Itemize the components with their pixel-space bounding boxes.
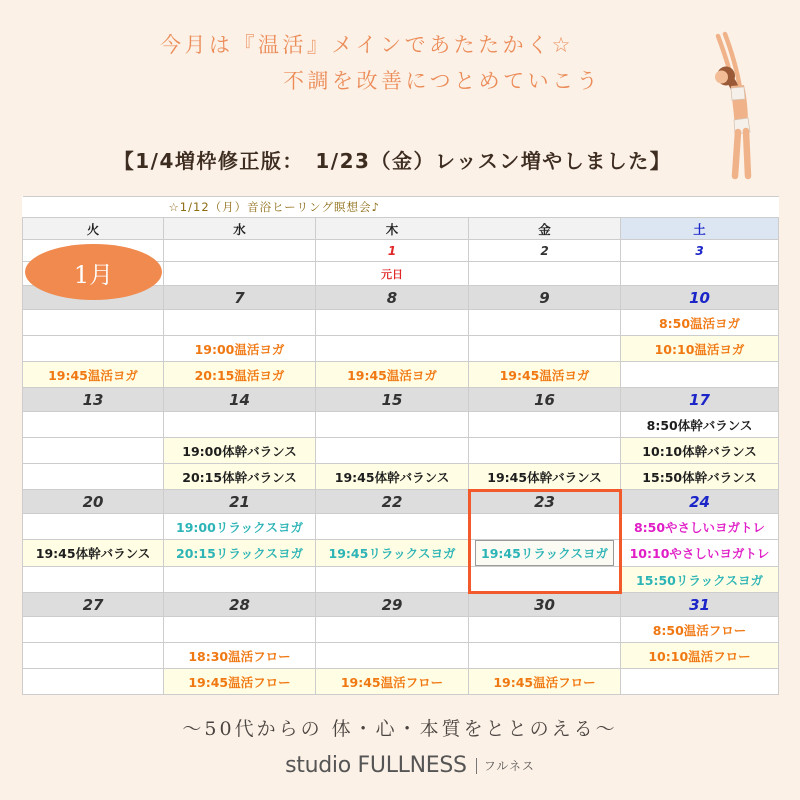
lesson-label: 19:45リラックスヨガ (475, 540, 614, 566)
empty-cell (164, 262, 316, 286)
empty-cell (316, 617, 469, 643)
date-cell: 10 (621, 286, 779, 310)
lesson-row (23, 412, 779, 438)
lesson-row (23, 336, 779, 362)
empty-cell (23, 643, 164, 669)
date-cell: 14 (164, 388, 316, 412)
lesson-label: 19:45温活ヨガ (347, 367, 437, 383)
lesson-label: 20:15リラックスヨガ (176, 546, 303, 561)
lesson-label: 19:45温活フロー (188, 674, 291, 690)
date-cell: 27 (23, 593, 164, 617)
empty-cell (469, 336, 621, 362)
lesson-cell (469, 540, 621, 567)
date-cell: 3 (621, 240, 779, 262)
empty-cell (23, 617, 164, 643)
lesson-cell (621, 438, 779, 464)
weekday-tue: 火 (23, 218, 164, 240)
empty-cell (164, 310, 316, 336)
date-cell: 22 (316, 490, 469, 514)
lesson-cell (621, 540, 779, 567)
lesson-cell (164, 514, 316, 540)
lesson-cell (23, 362, 164, 388)
lesson-cell (316, 464, 469, 490)
date-row (23, 388, 779, 412)
lesson-cell (469, 464, 621, 490)
lesson-cell (164, 540, 316, 567)
empty-cell (23, 336, 164, 362)
date-cell: 1 (316, 240, 469, 262)
lesson-label: 8:50温活フロー (652, 622, 747, 638)
empty-cell (316, 412, 469, 438)
empty-cell (316, 336, 469, 362)
lesson-label: 19:00温活ヨガ (194, 341, 285, 357)
lesson-cell (164, 464, 316, 490)
lesson-row (23, 669, 779, 695)
brand-separator (476, 758, 477, 774)
lesson-label: 19:45温活フロー (493, 674, 596, 690)
date-cell: 29 (316, 593, 469, 617)
calendar-header (23, 197, 779, 240)
weekday-wed: 水 (164, 218, 316, 240)
empty-cell (316, 438, 469, 464)
date-cell: 30 (469, 593, 621, 617)
lesson-label: 20:15温活ヨガ (194, 367, 285, 383)
date-cell: 15 (316, 388, 469, 412)
brand-kana: フルネス (483, 759, 535, 773)
date-cell: 21 (164, 490, 316, 514)
lesson-label: 8:50温活ヨガ (658, 315, 741, 331)
date-cell: 8 (316, 286, 469, 310)
lesson-label: 10:10温活フロー (648, 648, 751, 664)
empty-cell (621, 669, 779, 695)
face (715, 71, 728, 84)
lesson-row (23, 514, 779, 540)
date-cell: 2 (469, 240, 621, 262)
empty-cell (469, 514, 621, 540)
lesson-label: 8:50体幹バランス (646, 417, 753, 433)
lesson-cell (469, 669, 621, 695)
lesson-cell (23, 540, 164, 567)
lesson-cell (621, 514, 779, 540)
date-cell: 9 (469, 286, 621, 310)
date-row (23, 593, 779, 617)
empty-cell (316, 567, 469, 593)
lesson-cell (469, 362, 621, 388)
lesson-label: 15:50体幹バランス (642, 469, 757, 485)
lesson-label: 18:30温活フロー (188, 648, 291, 664)
empty-cell (621, 362, 779, 388)
lesson-cell (621, 464, 779, 490)
lesson-label: 19:45温活フロー (340, 674, 444, 690)
lesson-row (23, 643, 779, 669)
empty-cell (23, 669, 164, 695)
intro-line-2: 不調を改善につとめていこう (283, 69, 602, 93)
date-cell: 17 (621, 388, 779, 412)
empty-cell (316, 643, 469, 669)
weekday-header-row (23, 218, 779, 240)
brand-name: studio FULLNESS (285, 753, 467, 778)
month-label: 1月 (73, 260, 114, 289)
lesson-cell (621, 310, 779, 336)
lesson-cell (621, 336, 779, 362)
lesson-row (23, 617, 779, 643)
lesson-cell (621, 412, 779, 438)
empty-cell (469, 412, 621, 438)
date-cell: 31 (621, 593, 779, 617)
date-cell: 13 (23, 388, 164, 412)
lesson-row (23, 464, 779, 490)
sports-top (731, 87, 745, 100)
empty-cell (23, 464, 164, 490)
date-cell: 24 (621, 490, 779, 514)
lesson-label: 10:10体幹バランス (642, 443, 757, 459)
lesson-cell (621, 617, 779, 643)
empty-cell (23, 567, 164, 593)
lesson-label: 10:10やさしいヨガトレ (629, 546, 770, 561)
lesson-row (23, 540, 779, 567)
lesson-cell (164, 362, 316, 388)
lesson-label: 19:45体幹バランス (334, 469, 450, 485)
empty-cell (164, 617, 316, 643)
lesson-label: 20:15体幹バランス (182, 469, 297, 485)
intro-line-1: 今月は『温活』メインであたたかく☆ (160, 33, 574, 57)
lesson-label: 8:50やさしいヨガトレ (633, 519, 766, 535)
lesson-row (23, 438, 779, 464)
empty-cell (469, 643, 621, 669)
lesson-cell (164, 336, 316, 362)
banner-row (23, 197, 779, 218)
lesson-cell (316, 669, 469, 695)
lesson-row (23, 567, 779, 593)
tagline: 〜50代からの 体・心・本質をととのえる〜 (182, 718, 618, 740)
empty-cell (469, 310, 621, 336)
empty-cell (469, 438, 621, 464)
weekday-fri: 金 (469, 218, 621, 240)
empty-cell (469, 567, 621, 593)
lesson-row (23, 362, 779, 388)
month-badge (25, 244, 162, 300)
empty-cell (23, 438, 164, 464)
calendar-body (23, 240, 779, 695)
lesson-label: 15:50リラックスヨガ (636, 572, 763, 588)
lesson-label: 19:45温活ヨガ (499, 367, 590, 383)
update-notice: 【1/4増枠修正版： 1/23（金）レッスン増やしました】 (113, 149, 672, 173)
lesson-label: 19:45リラックスヨガ (328, 546, 456, 561)
lesson-cell (164, 438, 316, 464)
empty-cell (23, 412, 164, 438)
empty-cell (316, 514, 469, 540)
empty-cell (469, 617, 621, 643)
date-cell: 16 (469, 388, 621, 412)
empty-cell (164, 412, 316, 438)
lesson-calendar (22, 196, 778, 695)
lesson-label: 19:00体幹バランス (182, 443, 297, 459)
empty-date-cell (164, 240, 316, 262)
date-cell: 7 (164, 286, 316, 310)
weekday-sat: 土 (621, 218, 779, 240)
lesson-label: 10:10温活ヨガ (654, 341, 745, 357)
empty-cell (621, 262, 779, 286)
lesson-cell (316, 262, 469, 286)
brand-logo (0, 753, 800, 778)
lesson-label: 19:45体幹バランス (487, 469, 602, 485)
lesson-label: 19:45体幹バランス (35, 546, 151, 561)
lesson-cell (316, 362, 469, 388)
lesson-cell (316, 540, 469, 567)
empty-cell (164, 567, 316, 593)
lesson-label: 元日 (381, 267, 403, 281)
empty-cell (316, 310, 469, 336)
lesson-cell (621, 643, 779, 669)
date-row (23, 490, 779, 514)
date-cell: 28 (164, 593, 316, 617)
event-banner: ☆1/12（月）音浴ヒーリング瞑想会♪ (23, 197, 779, 218)
date-cell: 23 (469, 490, 621, 514)
empty-cell (23, 514, 164, 540)
lesson-label: 19:45温活ヨガ (48, 367, 138, 383)
lesson-row (23, 310, 779, 336)
empty-cell (469, 262, 621, 286)
lesson-cell (164, 669, 316, 695)
empty-cell (23, 310, 164, 336)
lesson-cell (621, 567, 779, 593)
lesson-cell (164, 643, 316, 669)
lesson-label: 19:00リラックスヨガ (176, 519, 303, 535)
weekday-thu: 木 (316, 218, 469, 240)
date-cell: 20 (23, 490, 164, 514)
